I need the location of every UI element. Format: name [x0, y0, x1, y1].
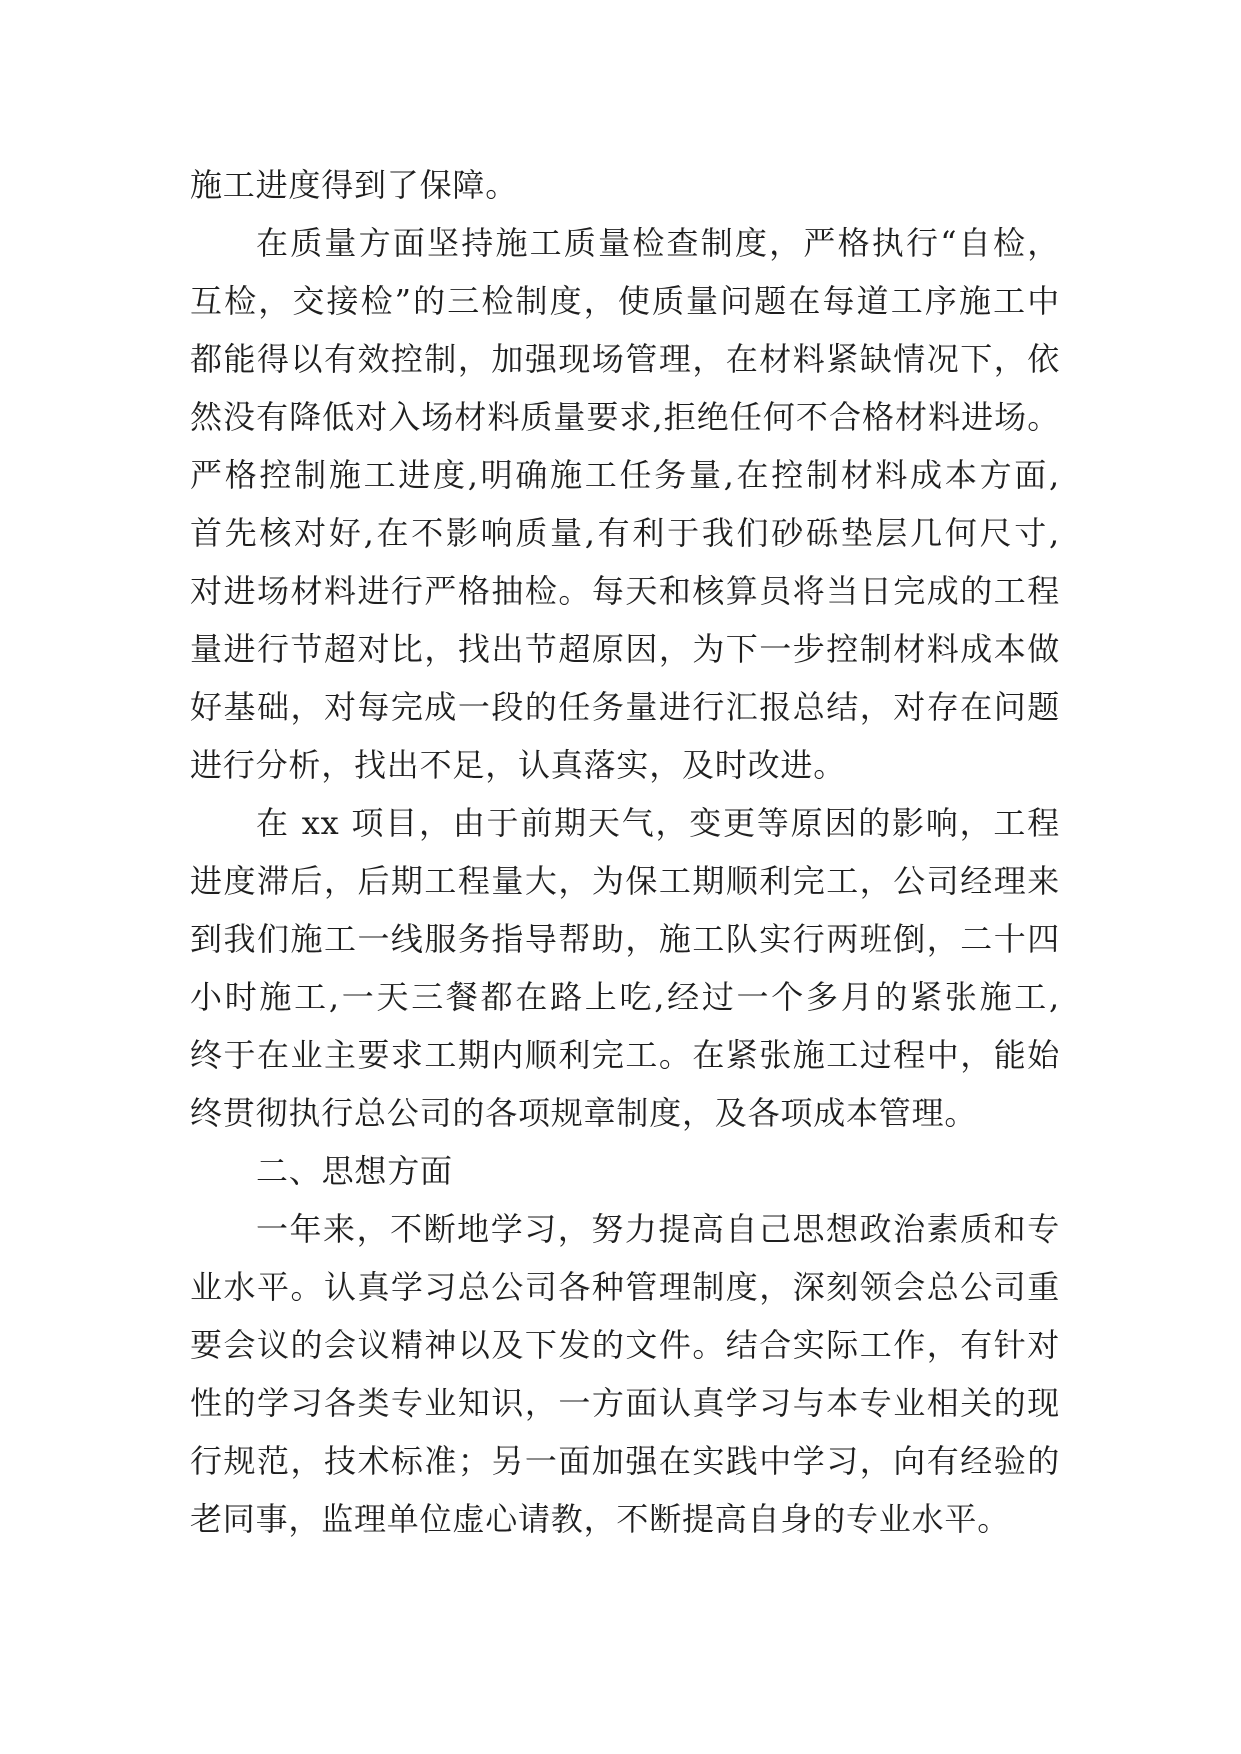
text-line: 施工进度得到了保障。	[190, 166, 519, 204]
section-heading-text: 二、思想方面	[256, 1152, 453, 1190]
section-heading	[190, 1142, 1060, 1200]
text-line: 进行分析，找出不足，认真落实，及时改进。	[190, 746, 847, 784]
text-line: 要会议的会议精神以及下发的文件。结合实际工作，有针对	[190, 1326, 1060, 1364]
text-line: 行规范，技术标准；另一面加强在实践中学习，向有经验的	[190, 1442, 1060, 1480]
paragraph	[190, 156, 1060, 214]
document-body	[190, 156, 1060, 1548]
text-line: 小时施工,一天三餐都在路上吃,经过一个多月的紧张施工,	[190, 978, 1060, 1016]
text-line: 对进场材料进行严格抽检。每天和核算员将当日完成的工程	[190, 572, 1060, 610]
text-line: 进度滞后，后期工程量大，为保工期顺利完工，公司经理来	[190, 862, 1060, 900]
text-line: 性的学习各类专业知识，一方面认真学习与本专业相关的现	[190, 1384, 1060, 1422]
text-line: 一年来，不断地学习，努力提高自己思想政治素质和专	[256, 1210, 1060, 1248]
text-line: 互检，交接检”的三检制度，使质量问题在每道工序施工中	[190, 282, 1060, 320]
text-line: 在质量方面坚持施工质量检查制度，严格执行“自检，	[256, 224, 1060, 262]
text-line: 严格控制施工进度,明确施工任务量,在控制材料成本方面,	[190, 456, 1060, 494]
text-line: 老同事，监理单位虚心请教，不断提高自身的专业水平。	[190, 1500, 1011, 1538]
text-line: 终贯彻执行总公司的各项规章制度，及各项成本管理。	[190, 1094, 978, 1132]
text-line: 业水平。认真学习总公司各种管理制度，深刻领会总公司重	[190, 1268, 1060, 1306]
text-line: 在 xx 项目，由于前期天气，变更等原因的影响，工程	[256, 804, 1060, 842]
text-line: 首先核对好,在不影响质量,有利于我们砂砾垫层几何尺寸,	[190, 514, 1060, 552]
text-line: 然没有降低对入场材料质量要求,拒绝任何不合格材料进场。	[190, 398, 1060, 436]
text-line: 终于在业主要求工期内顺利完工。在紧张施工过程中，能始	[190, 1036, 1060, 1074]
paragraph	[190, 1200, 1060, 1548]
text-line: 都能得以有效控制，加强现场管理，在材料紧缺情况下，依	[190, 340, 1060, 378]
paragraph	[190, 214, 1060, 794]
text-line: 到我们施工一线服务指导帮助，施工队实行两班倒，二十四	[190, 920, 1060, 958]
text-line: 好基础，对每完成一段的任务量进行汇报总结，对存在问题	[190, 688, 1060, 726]
text-line: 量进行节超对比，找出节超原因，为下一步控制材料成本做	[190, 630, 1060, 668]
paragraph	[190, 794, 1060, 1142]
